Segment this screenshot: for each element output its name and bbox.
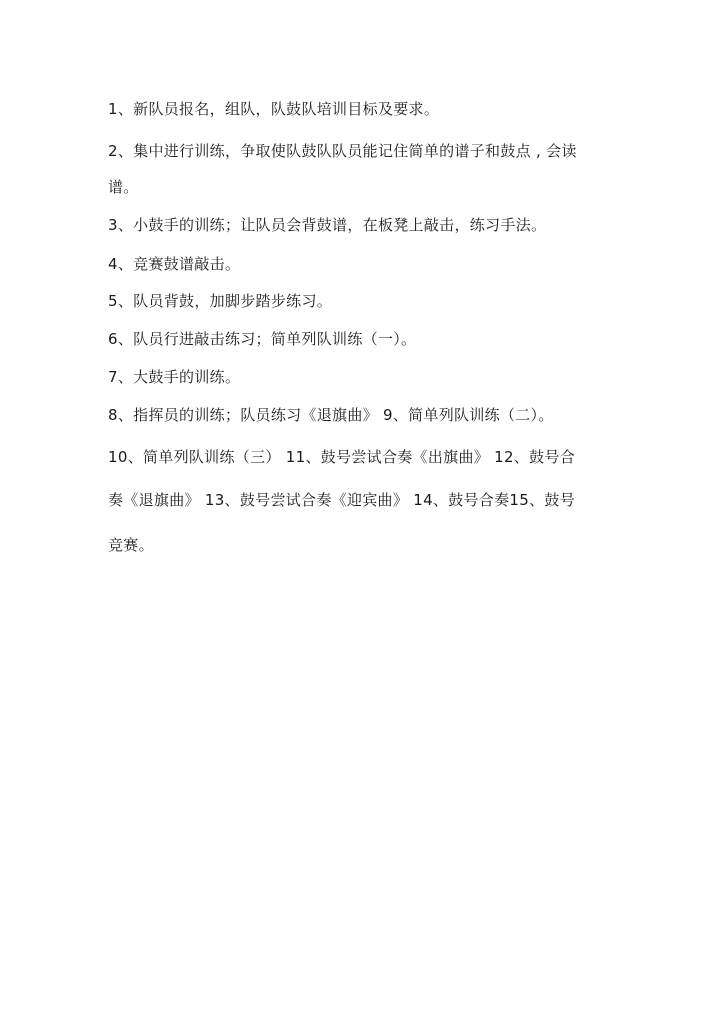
text-line-1: 1、新队员报名，组队，队鼓队培训目标及要求。	[108, 100, 440, 118]
text-line-7: 7、大鼓手的训练。	[108, 368, 241, 386]
text-line-10-end: 竞赛。	[108, 536, 154, 554]
text-line-10: 10、简单列队训练（三） 11、鼓号尝试合奏《出旗曲》 12、鼓号合	[108, 448, 575, 466]
text-line-10-continued: 奏《退旗曲》 13、鼓号尝试合奏《迎宾曲》 14、鼓号合奏15、鼓号	[108, 491, 575, 509]
text-line-4: 4、竞赛鼓谱敲击。	[108, 255, 241, 273]
text-line-5: 5、队员背鼓，加脚步踏步练习。	[108, 292, 333, 310]
text-line-6: 6、队员行进敲击练习；简单列队训练（一）。	[108, 330, 417, 348]
text-line-3: 3、小鼓手的训练；让队员会背鼓谱，在板凳上敲击，练习手法。	[108, 216, 547, 234]
text-line-2: 2、集中进行训练，争取使队鼓队队员能记住简单的谱子和鼓点 , 会读	[108, 142, 577, 160]
text-line-2-continued: 谱。	[108, 178, 139, 196]
text-line-8: 8、指挥员的训练；队员练习《退旗曲》 9、简单列队训练（二）。	[108, 406, 554, 424]
